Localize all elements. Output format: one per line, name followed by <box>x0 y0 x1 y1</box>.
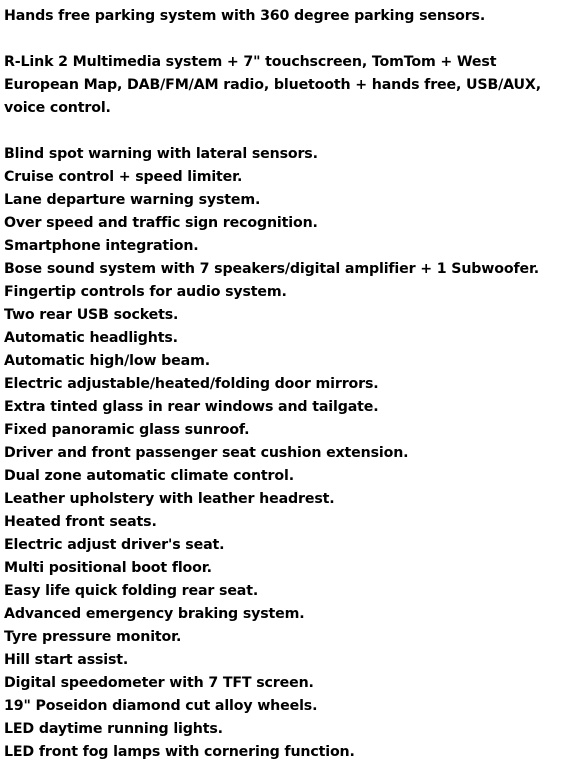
feature-item: Advanced emergency braking system. <box>4 606 305 622</box>
feature-item: Tyre pressure monitor. <box>4 629 182 645</box>
feature-item: Driver and front passenger seat cushion extension. <box>4 445 409 461</box>
paragraph-gap <box>4 120 561 143</box>
feature-item: Electric adjust driver's seat. <box>4 537 225 553</box>
feature-item: Heated front seats. <box>4 514 157 530</box>
feature-item: Bose sound system with 7 speakers/digital amplifier + 1 Subwoofer. <box>4 261 540 277</box>
feature-item: Smartphone integration. <box>4 238 199 254</box>
feature-item: Fixed panoramic glass sunroof. <box>4 422 250 438</box>
feature-item: Digital speedometer with 7 TFT screen. <box>4 675 314 691</box>
feature-item: Automatic high/low beam. <box>4 353 210 369</box>
multimedia-line: R-Link 2 Multimedia system + 7" touchscreen, TomTom + West <box>4 54 497 70</box>
feature-item: Blind spot warning with lateral sensors. <box>4 146 318 162</box>
feature-item: Lane departure warning system. <box>4 192 261 208</box>
feature-item: Automatic headlights. <box>4 330 178 346</box>
feature-item: Easy life quick folding rear seat. <box>4 583 259 599</box>
multimedia-line: voice control. <box>4 100 111 116</box>
feature-item: Multi positional boot floor. <box>4 560 212 576</box>
features-list <box>4 143 561 764</box>
multimedia-line: European Map, DAB/FM/AM radio, bluetooth + hands free, USB/AUX, <box>4 77 541 93</box>
feature-item: Hill start assist. <box>4 652 129 668</box>
paragraph-gap <box>4 28 561 51</box>
feature-item: Cruise control + speed limiter. <box>4 169 243 185</box>
feature-item: LED daytime running lights. <box>4 721 223 737</box>
intro-line: Hands free parking system with 360 degree parking sensors. <box>4 8 486 24</box>
feature-item: LED front fog lamps with cornering function. <box>4 744 355 760</box>
multimedia-paragraph <box>4 51 561 120</box>
feature-item: Dual zone automatic climate control. <box>4 468 294 484</box>
feature-item: Extra tinted glass in rear windows and tailgate. <box>4 399 379 415</box>
feature-item: 19" Poseidon diamond cut alloy wheels. <box>4 698 318 714</box>
feature-item: Two rear USB sockets. <box>4 307 179 323</box>
feature-item: Electric adjustable/heated/folding door mirrors. <box>4 376 379 392</box>
feature-item: Over speed and traffic sign recognition. <box>4 215 318 231</box>
features-document <box>4 5 561 764</box>
feature-item: Fingertip controls for audio system. <box>4 284 287 300</box>
feature-item: Leather upholstery with leather headrest. <box>4 491 335 507</box>
